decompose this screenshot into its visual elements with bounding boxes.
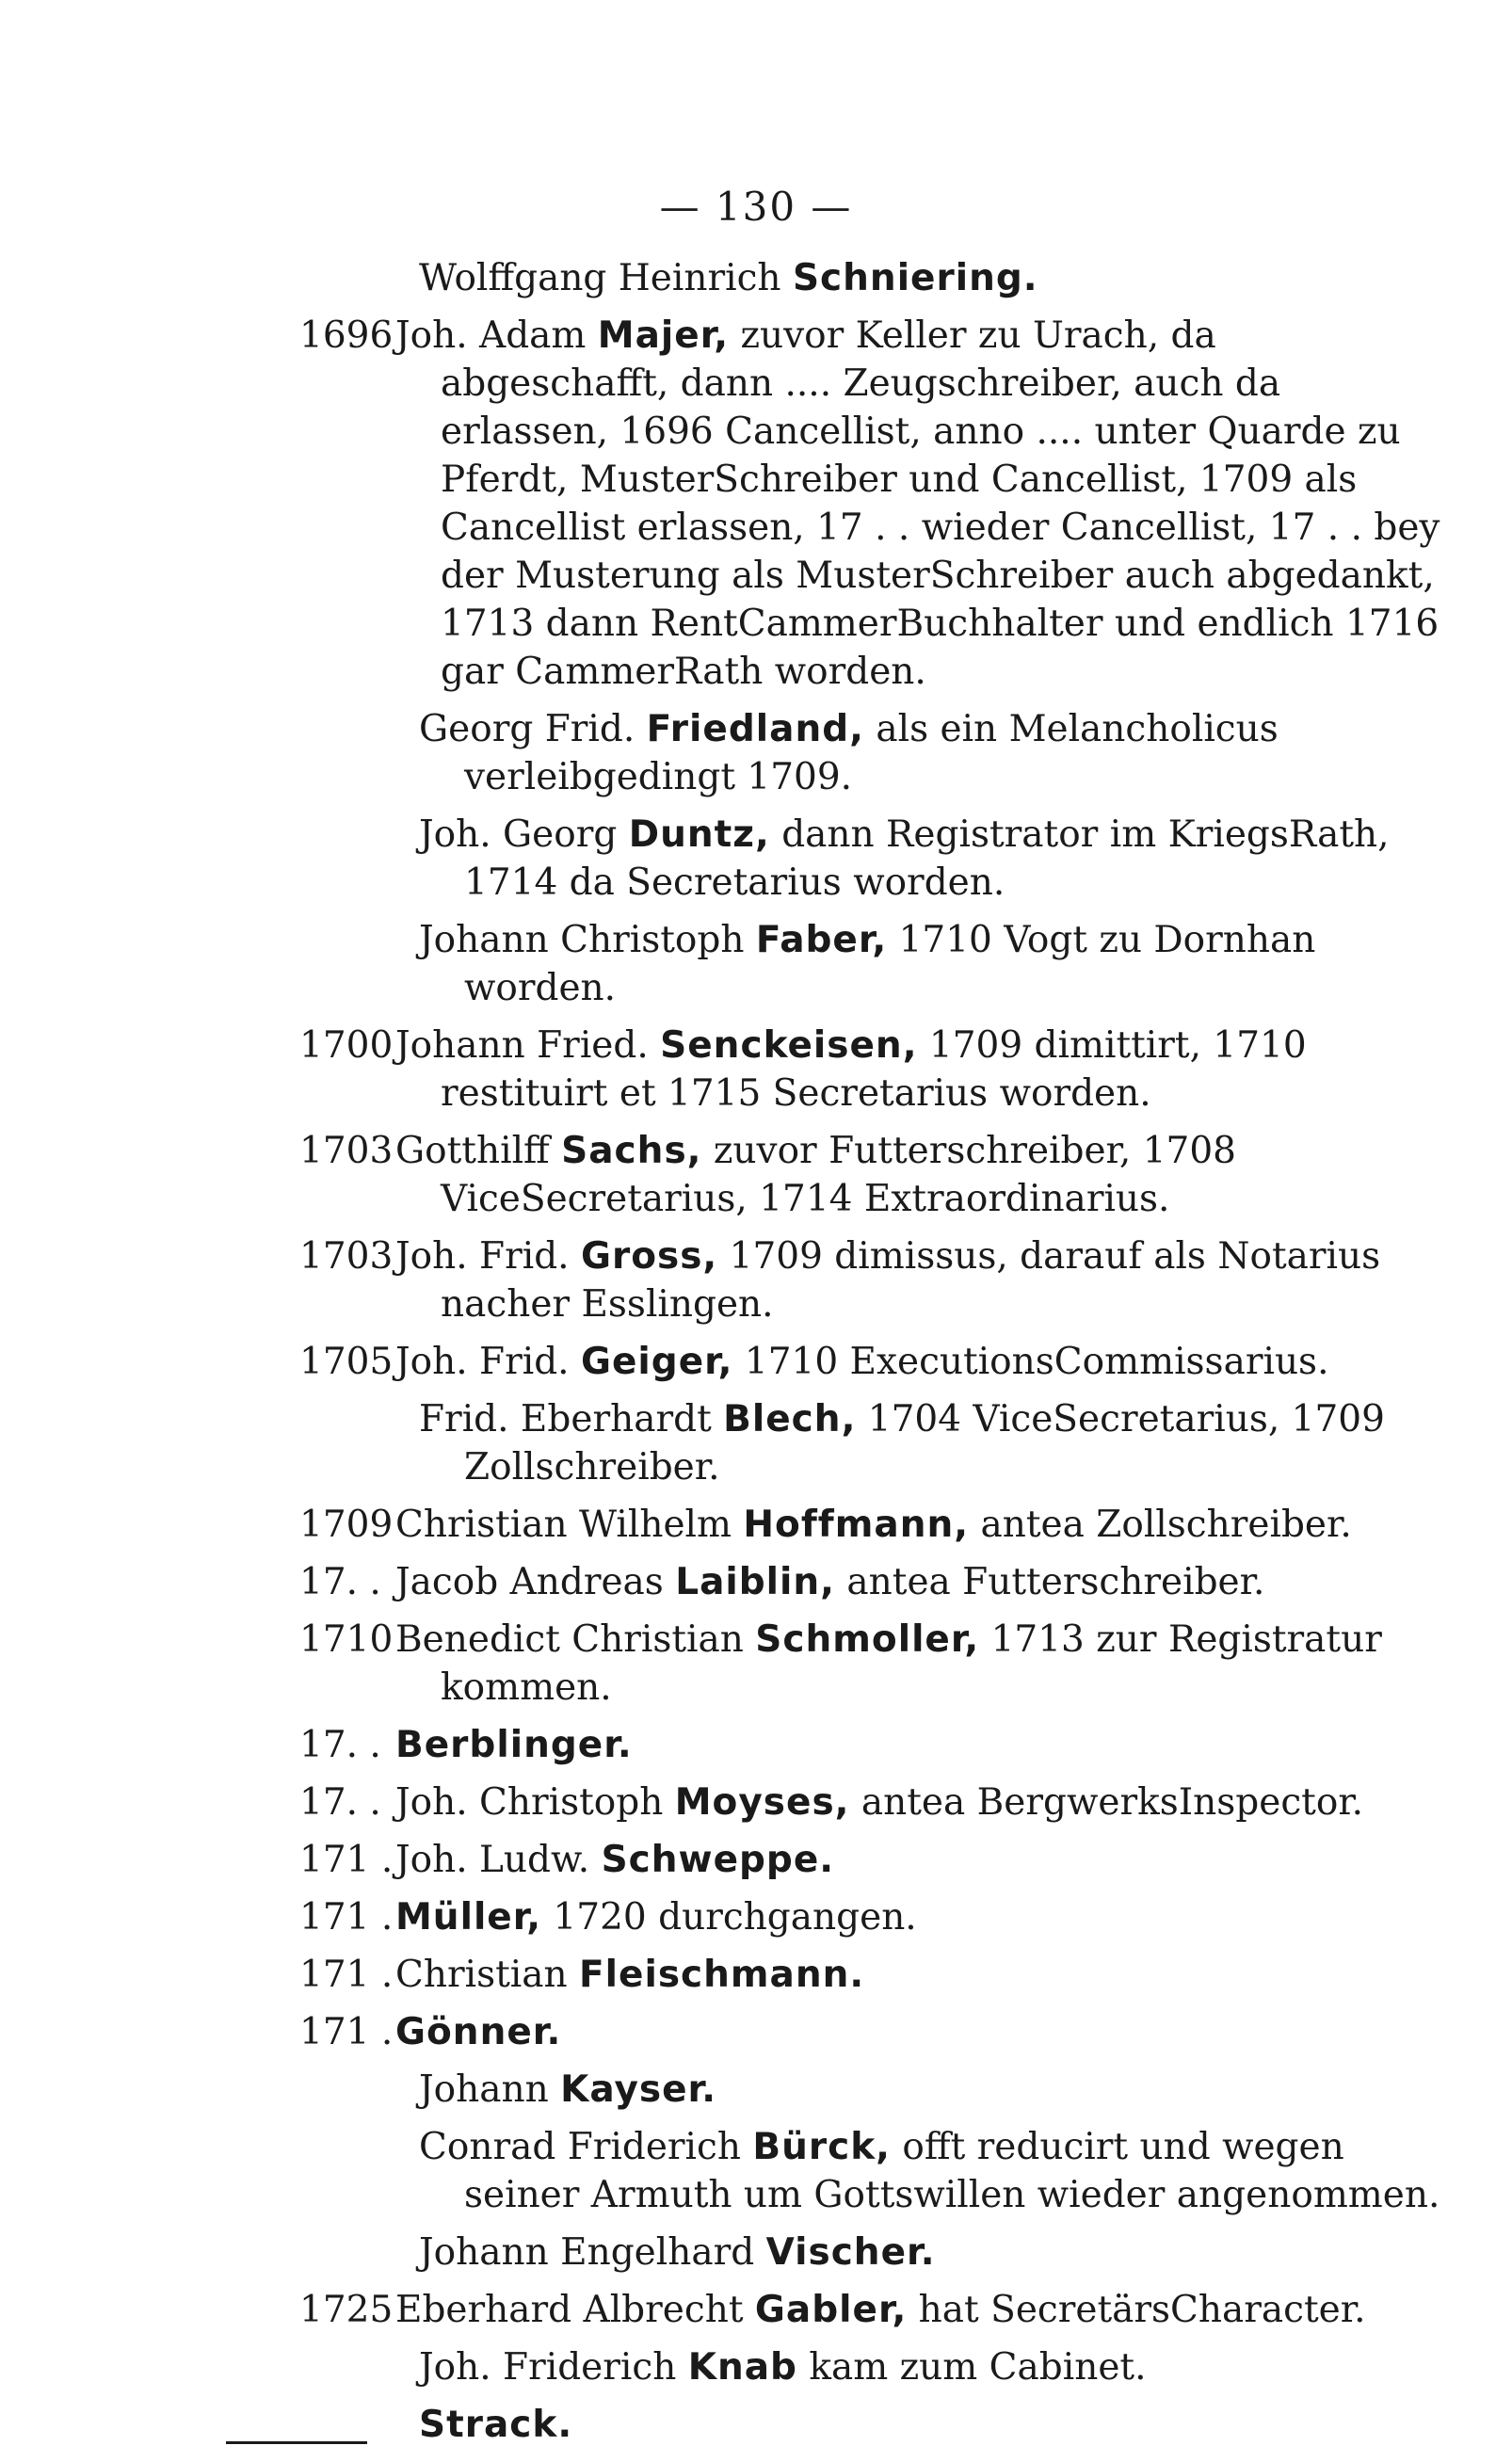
entry-surname: Friedland,	[646, 708, 864, 750]
entry-text	[395, 1721, 1450, 1769]
entry-surname: Fleischmann.	[579, 1954, 865, 1996]
register-entry	[273, 916, 1450, 1012]
register-entry	[273, 705, 1450, 801]
entry-year: 171 .	[299, 1954, 394, 1996]
entry-surname: Schweppe.	[601, 1839, 835, 1881]
entry-description: dann Registrator im KriegsRath, 1714 da Secretarius worden.	[464, 813, 1390, 904]
entry-year: 17. .	[299, 1561, 381, 1603]
entry-description: antea Futterschreiber.	[835, 1561, 1265, 1603]
entry-year: 1703	[299, 1130, 394, 1172]
entry-prefix: Jacob Andreas	[395, 1561, 676, 1603]
entry-surname: Blech,	[723, 1398, 857, 1440]
entry-year: 171 .	[299, 1896, 394, 1939]
entry-description: offt reducirt und wegen seiner Armuth um Gottswillen wieder angenommen.	[464, 2126, 1440, 2216]
entry-prefix: Christian Wilhelm	[395, 1504, 744, 1546]
entry-description: zuvor Keller zu Urach, da abgeschafft, dann .... Zeugschreiber, auch da erlassen, 1696 Cancellist, anno .... unter Quarde zu Pferdt, MusterSchreiber und Cancellist, 1709 als Cancellist erlassen, 17 . . wieder Cancellist, 17 . . bey der Musterung als MusterSchreiber auch abgedankt, 1713 dann RentCammerBuchhalter und endlich 1716 gar CammerRath worden.	[441, 314, 1440, 693]
page-number: — 130 —	[659, 184, 853, 230]
entry-surname: Knab	[687, 2346, 797, 2389]
register-entry	[273, 811, 1450, 907]
entry-text	[395, 1338, 1450, 1386]
entry-text	[419, 916, 1450, 1012]
entry-year: 171 .	[299, 2011, 394, 2053]
register-entry	[273, 2008, 1450, 2056]
entry-text	[419, 2123, 1450, 2219]
entry-surname: Hoffmann,	[743, 1504, 970, 1546]
entry-text	[395, 1022, 1450, 1118]
entry-prefix: Georg Frid.	[419, 708, 647, 750]
entry-text	[395, 1501, 1450, 1549]
entry-surname: Schniering.	[792, 257, 1038, 299]
entry-text	[395, 1232, 1450, 1328]
entry-year: 1710	[299, 1618, 394, 1661]
entry-year: 17. .	[299, 1781, 381, 1824]
register-entry	[273, 1836, 1450, 1884]
entry-surname: Moyses,	[674, 1781, 850, 1824]
entry-year: 171 .	[299, 1839, 394, 1881]
entry-description: hat SecretärsCharacter.	[907, 2289, 1366, 2331]
entry-description: zuvor Futterschreiber, 1708 ViceSecretarius, 1714 Extraordinarius.	[441, 1130, 1236, 1220]
entry-prefix: Eberhard Albrecht	[395, 2289, 755, 2331]
entry-prefix: Johann Fried.	[395, 1024, 661, 1067]
entry-text	[419, 1395, 1450, 1491]
register-entry	[273, 2286, 1450, 2334]
entry-year: 17. .	[299, 1724, 381, 1766]
entry-prefix: Joh. Frid.	[395, 1341, 581, 1383]
entry-prefix: Benedict Christian	[395, 1618, 756, 1661]
register-entry	[273, 2401, 1450, 2449]
entry-description: antea Zollschreiber.	[969, 1504, 1352, 1546]
entry-surname: Geiger,	[580, 1341, 733, 1383]
entry-prefix: Frid. Eberhardt	[419, 1398, 724, 1440]
entry-year: 1705	[299, 1341, 394, 1383]
register-entries	[273, 254, 1450, 2458]
entry-prefix: Johann Christoph	[419, 919, 756, 961]
register-entry	[273, 1778, 1450, 1826]
entry-description: als ein Melancholicus verleibgedingt 1709.	[464, 708, 1279, 798]
register-entry	[273, 312, 1450, 696]
entry-prefix: Joh. Ludw.	[395, 1839, 602, 1881]
entry-surname: Duntz,	[628, 813, 770, 856]
entry-surname: Gabler,	[754, 2289, 908, 2331]
register-entry	[273, 1232, 1450, 1328]
entry-surname: Vischer.	[765, 2231, 936, 2274]
entry-surname: Berblinger.	[395, 1724, 633, 1766]
entry-description: kam zum Cabinet.	[796, 2346, 1147, 2389]
entry-year: 1696	[299, 314, 394, 357]
entry-text	[395, 1616, 1450, 1712]
entry-surname: Faber,	[755, 919, 888, 961]
entry-surname: Strack.	[419, 2404, 573, 2446]
entry-description: 1704 ViceSecretarius, 1709 Zollschreiber.	[464, 1398, 1385, 1488]
register-entry	[273, 254, 1450, 302]
entry-surname: Gross,	[580, 1235, 718, 1278]
entry-surname: Müller,	[395, 1896, 542, 1939]
entry-text	[395, 1558, 1450, 1606]
entry-description: 1713 zur Registratur kommen.	[441, 1618, 1382, 1709]
entry-surname: Majer,	[597, 314, 730, 357]
entry-surname: Kayser.	[560, 2068, 717, 2111]
entry-year: 1725	[299, 2289, 394, 2331]
entry-text	[419, 2343, 1450, 2391]
entry-prefix: Conrad Friderich	[419, 2126, 753, 2168]
entry-prefix: Wolffgang Heinrich	[419, 257, 793, 299]
entry-text	[395, 312, 1450, 696]
entry-text	[395, 2008, 1450, 2056]
register-entry	[273, 1501, 1450, 1549]
entry-prefix: Joh. Christoph	[395, 1781, 675, 1824]
register-entry	[273, 1395, 1450, 1491]
bottom-rule	[226, 2441, 367, 2444]
entry-text	[395, 1951, 1450, 1999]
entry-year: 1700	[299, 1024, 394, 1067]
entry-surname: Laiblin,	[675, 1561, 835, 1603]
register-entry	[273, 2229, 1450, 2277]
entry-surname: Bürck,	[752, 2126, 891, 2168]
register-entry	[273, 2343, 1450, 2391]
entry-description: 1710 Vogt zu Dornhan worden.	[464, 919, 1316, 1009]
register-entry	[273, 1951, 1450, 1999]
entry-surname: Senckeisen,	[660, 1024, 918, 1067]
entry-text	[395, 1127, 1450, 1223]
register-entry	[273, 2123, 1450, 2219]
entry-description: antea BergwerksInspector.	[849, 1781, 1364, 1824]
register-entry	[273, 1616, 1450, 1712]
entry-prefix: Gotthilff	[395, 1130, 562, 1172]
entry-text	[395, 2286, 1450, 2334]
entry-text	[419, 2229, 1450, 2277]
entry-text	[419, 254, 1450, 302]
entry-prefix: Joh. Friderich	[419, 2346, 688, 2389]
register-entry	[273, 1127, 1450, 1223]
entry-prefix: Johann	[419, 2068, 561, 2111]
entry-prefix: Joh. Georg	[419, 813, 629, 856]
entry-prefix: Joh. Adam	[395, 314, 598, 357]
entry-text	[419, 2401, 1450, 2449]
entry-text	[419, 811, 1450, 907]
entry-text	[419, 2066, 1450, 2114]
entry-text	[395, 1836, 1450, 1884]
register-entry	[273, 1022, 1450, 1118]
entry-prefix: Christian	[395, 1954, 579, 1996]
register-entry	[273, 1558, 1450, 1606]
entry-surname: Gönner.	[395, 2011, 562, 2053]
register-entry	[273, 1721, 1450, 1769]
entry-prefix: Johann Engelhard	[419, 2231, 766, 2274]
entry-description: 1709 dimittirt, 1710 restituirt et 1715 Secretarius worden.	[441, 1024, 1307, 1115]
entry-surname: Schmoller,	[755, 1618, 980, 1661]
entry-description: 1710 ExecutionsCommissarius.	[732, 1341, 1329, 1383]
entry-description: 1720 durchgangen.	[541, 1896, 917, 1939]
entry-text	[395, 1893, 1450, 1941]
entry-text	[419, 705, 1450, 801]
entry-year: 1703	[299, 1235, 394, 1278]
register-entry	[273, 2066, 1450, 2114]
entry-description: 1709 dimissus, darauf als Notarius nacher Esslingen.	[441, 1235, 1381, 1326]
entry-surname: Sachs,	[561, 1130, 702, 1172]
entry-year: 1709	[299, 1504, 394, 1546]
entry-text	[395, 1778, 1450, 1826]
register-entry	[273, 1893, 1450, 1941]
register-entry	[273, 1338, 1450, 1386]
entry-prefix: Joh. Frid.	[395, 1235, 581, 1278]
